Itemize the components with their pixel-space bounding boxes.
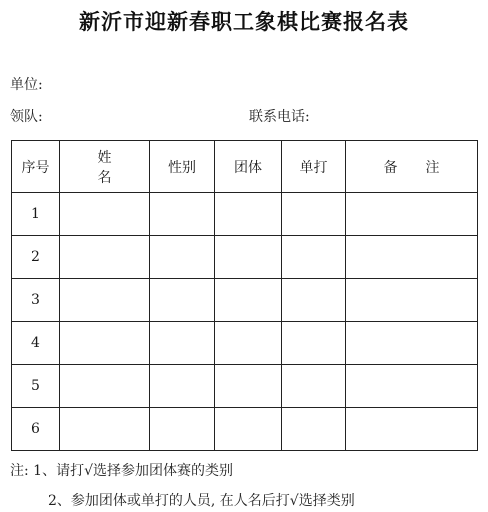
phone-label: 联系电话: <box>249 109 310 125</box>
table-header-row <box>12 141 478 193</box>
note-line-1: 注: 1、请打√选择参加团体赛的类别 <box>10 463 233 479</box>
team-cell[interactable] <box>215 193 282 236</box>
name-cell[interactable] <box>60 193 150 236</box>
header-gender: 性别 <box>150 141 215 193</box>
row-seq: 3 <box>12 279 60 322</box>
remark-cell[interactable] <box>346 322 478 365</box>
single-cell[interactable] <box>282 408 346 451</box>
name-cell[interactable] <box>60 322 150 365</box>
gender-cell[interactable] <box>150 322 215 365</box>
row-seq: 6 <box>12 408 60 451</box>
gender-cell[interactable] <box>150 408 215 451</box>
single-cell[interactable] <box>282 279 346 322</box>
single-cell[interactable] <box>282 193 346 236</box>
name-cell[interactable] <box>60 279 150 322</box>
remark-cell[interactable] <box>346 365 478 408</box>
row-seq: 4 <box>12 322 60 365</box>
table-row <box>12 408 478 451</box>
row-seq: 5 <box>12 365 60 408</box>
single-cell[interactable] <box>282 236 346 279</box>
row-seq: 1 <box>12 193 60 236</box>
table-row <box>12 193 478 236</box>
header-name: 姓名 <box>60 141 150 193</box>
header-remark: 备注 <box>346 141 478 193</box>
header-single: 单打 <box>282 141 346 193</box>
table-row <box>12 322 478 365</box>
header-team: 团体 <box>215 141 282 193</box>
table-row <box>12 236 478 279</box>
name-cell[interactable] <box>60 365 150 408</box>
name-cell[interactable] <box>60 236 150 279</box>
team-cell[interactable] <box>215 408 282 451</box>
remark-cell[interactable] <box>346 193 478 236</box>
team-cell[interactable] <box>215 322 282 365</box>
team-cell[interactable] <box>215 236 282 279</box>
remark-cell[interactable] <box>346 279 478 322</box>
gender-cell[interactable] <box>150 236 215 279</box>
remark-cell[interactable] <box>346 408 478 451</box>
single-cell[interactable] <box>282 322 346 365</box>
form-title: 新沂市迎新春职工象棋比赛报名表 <box>79 9 409 34</box>
name-cell[interactable] <box>60 408 150 451</box>
team-cell[interactable] <box>215 279 282 322</box>
gender-cell[interactable] <box>150 193 215 236</box>
single-cell[interactable] <box>282 365 346 408</box>
unit-label: 单位: <box>10 77 43 93</box>
leader-label: 领队: <box>10 109 43 125</box>
registration-table <box>11 140 478 451</box>
header-seq: 序号 <box>12 141 60 193</box>
gender-cell[interactable] <box>150 365 215 408</box>
table-row <box>12 365 478 408</box>
team-cell[interactable] <box>215 365 282 408</box>
table-row <box>12 279 478 322</box>
remark-cell[interactable] <box>346 236 478 279</box>
gender-cell[interactable] <box>150 279 215 322</box>
row-seq: 2 <box>12 236 60 279</box>
note-line-2: 2、参加团体或单打的人员, 在人名后打√选择类别 <box>48 493 355 509</box>
